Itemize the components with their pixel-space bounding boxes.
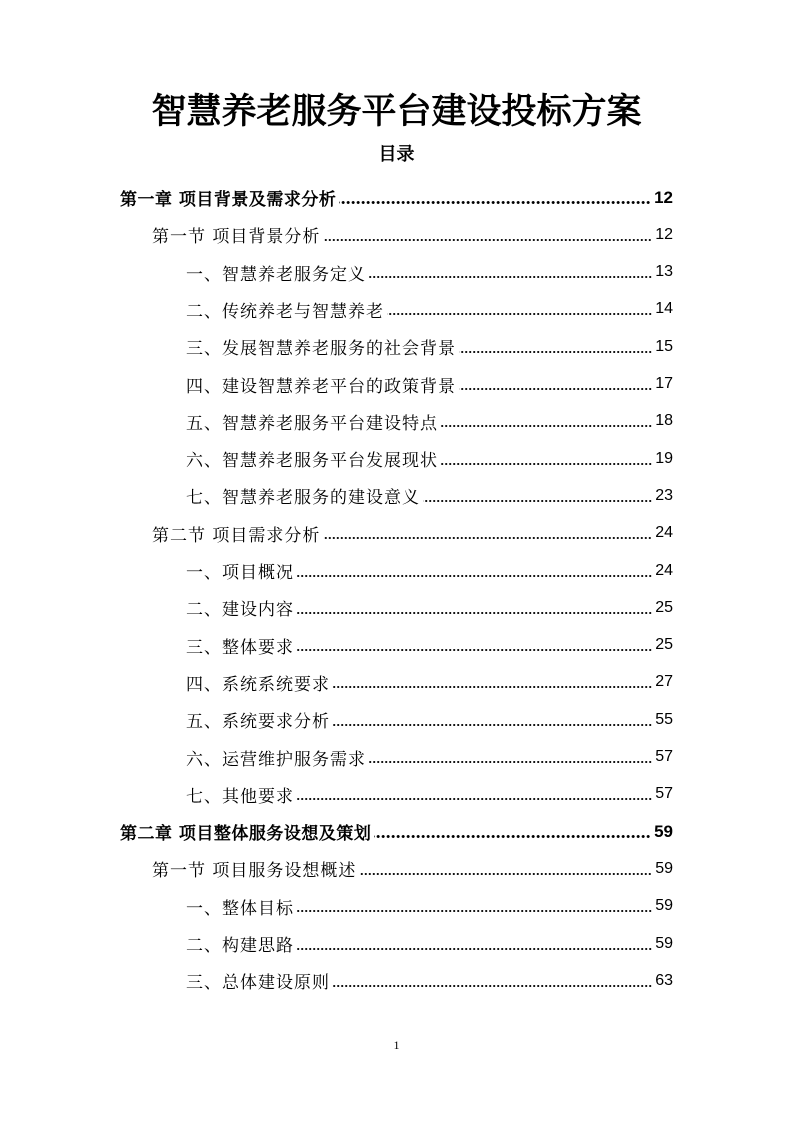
toc-leader-dots [333, 685, 652, 689]
toc-entry-label: 第二节 项目需求分析 [152, 525, 321, 546]
toc-entry-label: 六、运营维护服务需求 [186, 749, 366, 770]
toc-entry-page: 57 [655, 748, 673, 765]
toc-entry-page: 57 [655, 785, 673, 803]
toc-leader-dots [369, 760, 652, 764]
toc-leader-dots [374, 834, 651, 839]
toc-entry-page: 59 [655, 934, 673, 952]
toc-entry-label: 第一节 项目背景分析 [152, 227, 321, 248]
toc-leader-dots [297, 797, 652, 801]
toc-entry[interactable] [186, 477, 673, 514]
toc-entry-page: 13 [655, 263, 673, 281]
toc-entry[interactable] [186, 962, 673, 999]
toc-leader-dots [333, 723, 652, 727]
toc-entry[interactable] [152, 515, 673, 552]
toc-entry[interactable] [120, 813, 673, 850]
toc-entry-label: 第二章 项目整体服务设想及策划 [120, 824, 372, 845]
toc-leader-dots [297, 648, 652, 652]
toc-entry-label: 一、智慧养老服务定义 [186, 264, 366, 285]
toc-entry[interactable] [186, 328, 673, 365]
toc-entry-label: 二、建设内容 [186, 600, 294, 621]
toc-entry-page: 24 [655, 524, 673, 542]
toc-entry-label: 七、智慧养老服务的建设意义 [186, 488, 420, 509]
toc-entry-label: 四、建设智慧养老平台的政策背景 [186, 376, 456, 397]
toc-leader-dots [359, 872, 652, 876]
toc-entry[interactable] [186, 589, 673, 626]
toc-entry-page: 59 [655, 897, 673, 915]
toc-entry[interactable] [186, 552, 673, 589]
toc-entry-page: 14 [655, 300, 673, 318]
toc-entry[interactable] [186, 925, 673, 962]
toc-leader-dots [297, 909, 652, 913]
toc-leader-dots [441, 462, 652, 466]
toc-leader-dots [369, 275, 652, 279]
toc-entry-page: 19 [655, 449, 673, 467]
toc-leader-dots [297, 611, 652, 615]
toc-entry[interactable] [152, 216, 673, 253]
toc-entry-page: 27 [655, 673, 673, 691]
toc-entry-label: 四、系统系统要求 [186, 674, 330, 695]
toc-leader-dots [387, 312, 652, 316]
toc-entry[interactable] [186, 403, 673, 440]
toc-entry-page: 15 [655, 337, 673, 355]
toc-entry[interactable] [186, 701, 673, 738]
toc-entry-label: 一、项目概况 [186, 563, 294, 583]
toc-entry[interactable] [186, 664, 673, 701]
toc-leader-dots [323, 238, 652, 242]
toc-entry-label: 二、构建思路 [186, 936, 294, 956]
toc-leader-dots [339, 200, 651, 205]
toc-leader-dots [459, 387, 652, 391]
toc-entry-label: 一、整体目标 [186, 898, 294, 919]
page-number: 1 [393, 1038, 400, 1052]
toc-entry[interactable] [186, 291, 673, 328]
toc-entry-label: 三、总体建设原则 [186, 973, 330, 994]
toc-entry[interactable] [186, 366, 673, 403]
toc-leader-dots [459, 350, 652, 354]
toc-heading: 目录 [378, 144, 415, 165]
toc-entry[interactable] [186, 627, 673, 664]
toc-entry-label: 七、其他要求 [186, 786, 294, 807]
toc-entry-page: 59 [655, 859, 673, 877]
toc-entry-page: 55 [655, 710, 673, 728]
toc-leader-dots [297, 574, 652, 578]
toc-leader-dots [333, 984, 652, 988]
toc-entry-label: 五、系统要求分析 [186, 712, 330, 733]
toc-entry[interactable] [186, 739, 673, 776]
toc-entry-page: 12 [655, 225, 673, 243]
toc-entry-label: 第一章 项目背景及需求分析 [120, 190, 337, 210]
toc-entry-page: 17 [655, 375, 673, 392]
toc-leader-dots [423, 499, 652, 503]
toc-entry[interactable] [120, 179, 673, 216]
document-title: 智慧养老服务平台建设投标方案 [151, 92, 642, 132]
toc-entry-page: 59 [654, 821, 673, 841]
toc-entry-page: 23 [655, 486, 673, 504]
toc-leader-dots [297, 947, 652, 951]
toc-entry[interactable] [186, 254, 673, 291]
toc-entry[interactable] [152, 850, 673, 887]
toc-entry[interactable] [186, 888, 673, 925]
toc-entry-page: 25 [655, 598, 673, 616]
toc-entry[interactable] [186, 440, 673, 477]
toc-entry-page: 25 [655, 636, 673, 654]
toc-entry-page: 18 [655, 412, 673, 430]
toc-entry-label: 六、智慧养老服务平台发展现状 [186, 451, 438, 472]
toc-entry-label: 三、发展智慧养老服务的社会背景 [186, 339, 456, 360]
toc-leader-dots [441, 424, 652, 428]
toc-entry-page: 63 [655, 971, 673, 989]
toc-entry-page: 12 [654, 187, 673, 207]
toc-entry-label: 第一节 项目服务设想概述 [152, 861, 357, 882]
toc-leader-dots [323, 536, 652, 540]
toc-entry-label: 三、整体要求 [186, 637, 294, 658]
toc-entry-page: 24 [655, 561, 673, 579]
toc-entry-label: 五、智慧养老服务平台建设特点 [186, 413, 438, 434]
toc-entry[interactable] [186, 776, 673, 813]
toc-entry-label: 二、传统养老与智慧养老 [186, 301, 384, 322]
